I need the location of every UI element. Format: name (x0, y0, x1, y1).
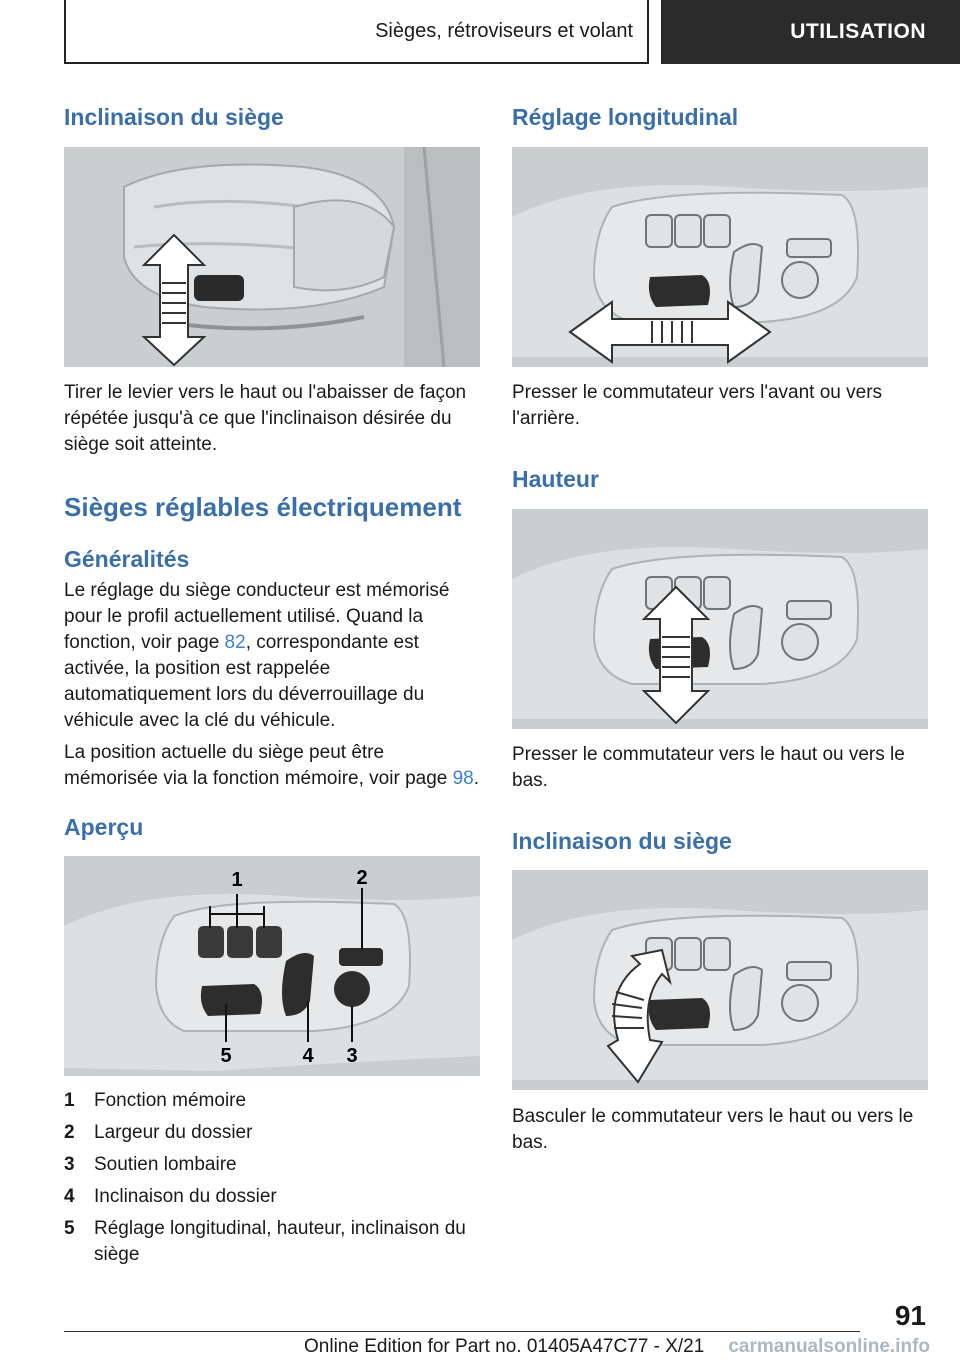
heading-overview: Aperçu (64, 814, 144, 840)
heading-height: Hauteur (512, 466, 599, 492)
callout-3: 3 (346, 1045, 358, 1067)
legend-label: Réglage longitudinal, hauteur, inclinaison du siège (94, 1218, 466, 1265)
legend-number: 1 (64, 1090, 75, 1111)
legend-label: Largeur du dossier (94, 1122, 253, 1143)
legend-label: Fonction mémoire (94, 1090, 247, 1111)
seat-lever-illustration (64, 147, 480, 367)
heading-seat-tilt-electric: Inclinaison du siège (512, 828, 732, 854)
link-page-82[interactable]: 82 (224, 632, 246, 653)
memory-text (64, 740, 480, 792)
height-text: Presser le commutateur vers le haut ou vers le bas. (512, 744, 905, 791)
tilt-illustration (512, 870, 928, 1090)
heading-electric-seats: Sièges réglables électriquement (64, 492, 462, 522)
heading-longitudinal: Réglage longitudinal (512, 104, 739, 130)
footer-divider (64, 1331, 860, 1332)
general-text-part2: , correspondante est activée, la position est rappelée automatiquement lors du déverrouillage du véhicule avec la clé du véhicule. (64, 632, 425, 731)
chapter-tab (64, 0, 649, 64)
page-number: 91 (894, 1300, 926, 1331)
callout-5: 5 (220, 1045, 232, 1067)
link-page-98[interactable]: 98 (452, 768, 474, 789)
edition-text: Online Edition for Part no. 01405A47C77 - X/21 (304, 1336, 705, 1357)
longitudinal-image (512, 147, 928, 367)
heading-seat-tilt: Inclinaison du siège (64, 104, 284, 130)
chapter-title: Sièges, rétroviseurs et volant (375, 19, 633, 42)
general-text (64, 578, 480, 734)
memory-text-part1: La position actuelle du siège peut être mémorisée via la fonction mémoire, voir page (64, 742, 453, 789)
heading-general: Généralités (64, 546, 190, 572)
memory-text-part2: . (473, 768, 480, 789)
legend-number: 2 (64, 1122, 75, 1143)
watermark: carmanualsonline.info (728, 1336, 930, 1357)
legend-number: 3 (64, 1154, 75, 1175)
legend-number: 5 (64, 1218, 75, 1239)
legend-label: Inclinaison du dossier (94, 1186, 277, 1207)
section-tab (661, 0, 960, 64)
seat-tilt-text: Tirer le levier vers le haut ou l'abaisser de façon répétée jusqu'à ce que l'inclinaison désirée du siège soit atteinte. (64, 382, 467, 455)
controls-overview-illustration (64, 856, 480, 1076)
seat-lever-image (64, 147, 480, 367)
longitudinal-text: Presser le commutateur vers l'avant ou vers l'arrière. (512, 382, 883, 429)
height-image (512, 509, 928, 729)
legend-label: Soutien lombaire (94, 1154, 237, 1175)
height-illustration (512, 509, 928, 729)
legend-number: 4 (64, 1186, 75, 1207)
callout-1: 1 (231, 869, 243, 891)
callout-4: 4 (302, 1045, 314, 1067)
section-title: UTILISATION (790, 20, 926, 43)
tilt-text: Basculer le commutateur vers le haut ou vers le bas. (512, 1106, 914, 1153)
controls-overview-image (64, 856, 480, 1076)
callout-2: 2 (356, 867, 368, 889)
longitudinal-illustration (512, 147, 928, 367)
general-text-part1: Le réglage du siège conducteur est mémorisé pour le profil actuellement utilisé. Quand la fonction, voir page (64, 580, 450, 653)
tilt-image (512, 870, 928, 1090)
